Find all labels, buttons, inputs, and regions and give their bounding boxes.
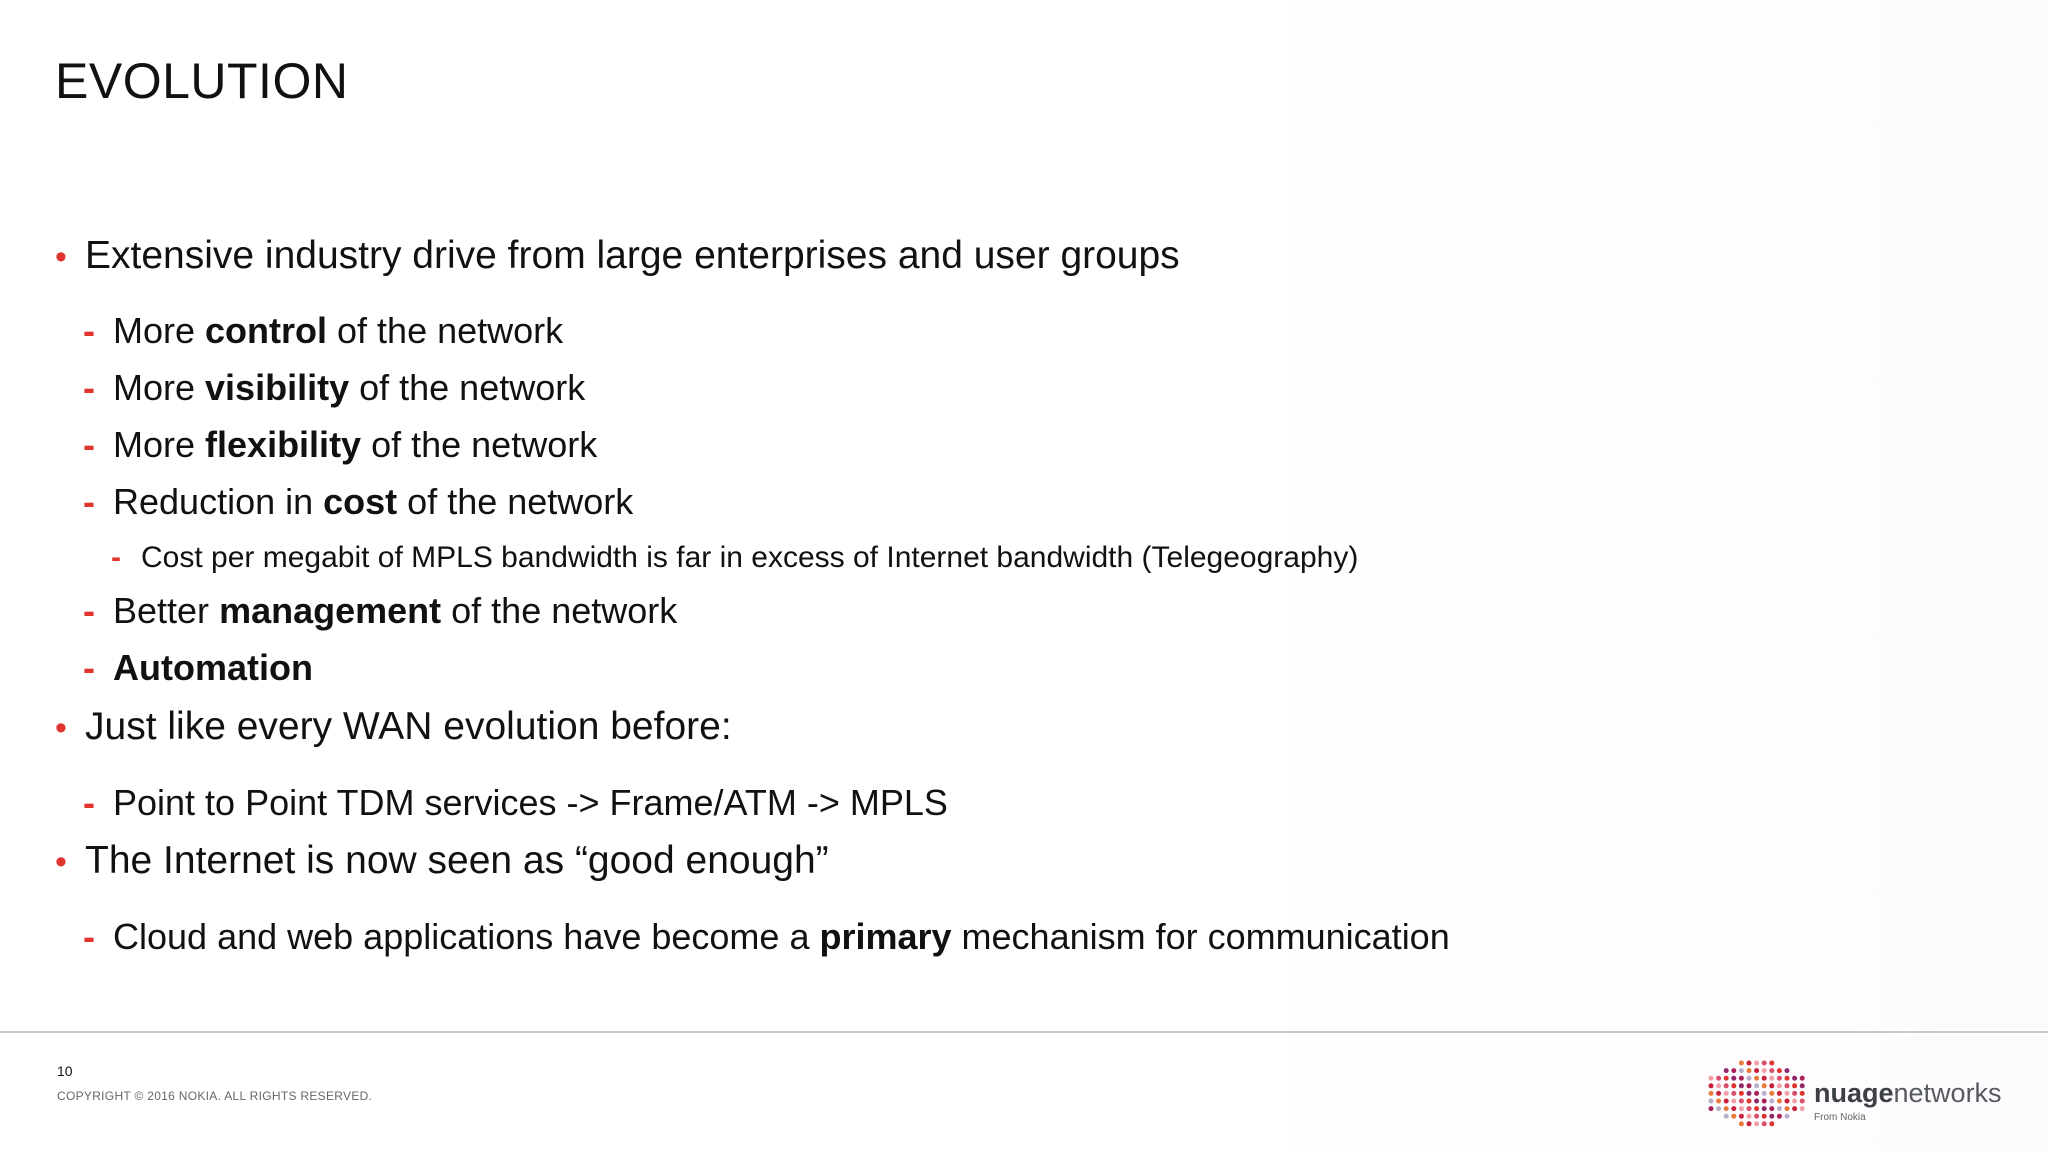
logo-dot [1792,1106,1797,1111]
logo-dot [1800,1106,1805,1111]
dash-marker: - [83,367,95,408]
sub-bullet-text-post: of the network [349,367,586,408]
sub-bullet-text-bold: flexibility [205,424,362,465]
logo-subtitle: From Nokia [1814,1112,1866,1123]
logo-dot [1731,1076,1736,1081]
logo-dot [1724,1076,1729,1081]
logo-dot [1792,1091,1797,1096]
logo-dot [1769,1099,1774,1104]
bullet-item [55,705,732,749]
logo-dot [1754,1106,1759,1111]
sub-bullet-item [83,916,1450,958]
logo-dot [1716,1106,1721,1111]
sub-bullet-text-bold: management [219,590,442,631]
logo-dot [1747,1061,1752,1066]
logo-dot [1769,1083,1774,1088]
sub-bullet-text-pre: Cloud and web applications have become a [113,916,820,957]
logo-dot [1709,1099,1714,1104]
logo-dot [1739,1061,1744,1066]
logo-dot [1709,1106,1714,1111]
sub-sub-bullet-item [111,541,1358,575]
logo-dot [1785,1091,1790,1096]
logo-dot [1769,1068,1774,1073]
logo-dot [1785,1068,1790,1073]
sub-bullet-item [83,310,563,352]
logo-dot [1747,1114,1752,1119]
dash-marker: - [83,424,95,465]
sub-bullet-item [83,590,677,632]
bullet-item [55,234,1180,278]
logo-dot [1754,1121,1759,1126]
logo-dot [1762,1121,1767,1126]
logo-dot [1762,1106,1767,1111]
logo-dot [1754,1114,1759,1119]
logo-dot [1754,1061,1759,1066]
logo-dot [1739,1068,1744,1073]
logo-dot [1709,1076,1714,1081]
page-number: 10 [57,1063,73,1079]
logo-dot [1716,1091,1721,1096]
logo-dot [1724,1099,1729,1104]
nuage-networks-logo [1705,1058,2005,1128]
sub-bullet-item [83,367,585,409]
logo-dot [1754,1099,1759,1104]
logo-dot [1731,1099,1736,1104]
sub-bullet-text: Point to Point TDM services -> Frame/ATM -> MPLS [113,782,948,823]
logo-dot [1800,1091,1805,1096]
logo-dot [1792,1083,1797,1088]
logo-dot [1785,1083,1790,1088]
logo-dot [1731,1091,1736,1096]
logo-dot [1731,1083,1736,1088]
bullet-marker: • [55,238,67,276]
sub-bullet-item [83,481,633,523]
nuage-dot-grid-logo-icon [1705,1058,1809,1128]
sub-bullet-text-bold: visibility [205,367,350,408]
sub-bullet-text-pre: More [113,367,206,408]
bullet-text: Extensive industry drive from large enterprises and user groups [85,234,1180,277]
logo-dot [1762,1091,1767,1096]
logo-dot [1739,1083,1744,1088]
logo-dot [1785,1099,1790,1104]
dash-marker: - [111,541,121,574]
logo-dot [1754,1068,1759,1073]
logo-dot [1716,1099,1721,1104]
logo-dot [1739,1091,1744,1096]
dash-marker: - [83,310,95,351]
dash-marker: - [83,916,95,957]
logo-dot [1731,1106,1736,1111]
logo-dot [1709,1091,1714,1096]
bullet-item [55,839,829,883]
logo-dot [1739,1099,1744,1104]
logo-dot [1800,1076,1805,1081]
logo-dot [1769,1091,1774,1096]
bullet-text: The Internet is now seen as “good enough” [85,839,829,882]
logo-dot [1785,1106,1790,1111]
logo-dot [1739,1076,1744,1081]
logo-dot [1724,1083,1729,1088]
logo-dot [1716,1076,1721,1081]
logo-dot [1792,1076,1797,1081]
logo-dot [1731,1068,1736,1073]
footer-divider [0,1031,2048,1033]
bullet-marker: • [55,843,67,881]
logo-dot [1747,1121,1752,1126]
logo-dot [1769,1076,1774,1081]
logo-dot [1747,1099,1752,1104]
logo-dot [1747,1068,1752,1073]
sub-bullet-text-post: of the network [327,310,564,351]
slide-title: EVOLUTION [55,53,349,109]
logo-dot [1731,1114,1736,1119]
logo-dot [1754,1076,1759,1081]
logo-dot [1762,1061,1767,1066]
logo-dot [1769,1121,1774,1126]
logo-dot [1777,1106,1782,1111]
bullet-marker: • [55,709,67,747]
logo-dot [1777,1083,1782,1088]
logo-dot [1762,1114,1767,1119]
logo-wordmark-light: networks [1893,1078,2002,1108]
logo-dot [1777,1099,1782,1104]
logo-dot [1762,1083,1767,1088]
logo-dot [1777,1091,1782,1096]
logo-dot [1769,1061,1774,1066]
sub-bullet-text-post: of the network [397,481,634,522]
sub-bullet-text-bold: cost [323,481,398,522]
sub-bullet-text-bold: control [205,310,328,351]
sub-bullet-text-bold: primary [819,916,952,957]
logo-dot [1800,1083,1805,1088]
sub-bullet-item [83,424,597,466]
sub-bullet-text-pre: Better [113,590,220,631]
logo-dot [1747,1091,1752,1096]
dash-marker: - [83,647,95,688]
logo-dot [1747,1076,1752,1081]
logo-dot [1709,1083,1714,1088]
logo-dot [1762,1068,1767,1073]
sub-bullet-text-post: of the network [441,590,678,631]
sub-sub-bullet-text: Cost per megabit of MPLS bandwidth is far in excess of Internet bandwidth (Telegeography) [141,541,1359,574]
logo-dot [1739,1114,1744,1119]
logo-dot [1747,1106,1752,1111]
logo-dot [1785,1114,1790,1119]
logo-dot [1792,1099,1797,1104]
sub-bullet-text-pre: More [113,424,206,465]
logo-dot [1739,1121,1744,1126]
logo-wordmark-strong: nuage [1814,1078,1894,1108]
logo-dot [1724,1091,1729,1096]
copyright-notice: COPYRIGHT © 2016 NOKIA. ALL RIGHTS RESERVED. [57,1089,373,1103]
logo-dot [1777,1068,1782,1073]
logo-dot [1769,1106,1774,1111]
logo-dot [1724,1106,1729,1111]
logo-dot [1754,1083,1759,1088]
logo-dot [1777,1076,1782,1081]
logo-dot [1739,1106,1744,1111]
logo-dot [1762,1076,1767,1081]
dash-marker: - [83,481,95,522]
logo-dot [1747,1083,1752,1088]
sub-bullet-text-bold: Automation [113,647,313,688]
logo-dot [1800,1099,1805,1104]
logo-dot [1769,1114,1774,1119]
sub-bullet-text-post: mechanism for communication [951,916,1450,957]
dash-marker: - [83,590,95,631]
logo-dot [1754,1091,1759,1096]
logo-dot [1785,1076,1790,1081]
logo-dot [1724,1114,1729,1119]
bullet-text: Just like every WAN evolution before: [85,705,732,748]
sub-bullet-item [83,647,313,689]
sub-bullet-text-post: of the network [361,424,598,465]
logo-dot [1716,1083,1721,1088]
logo-dot [1724,1068,1729,1073]
sub-bullet-text-pre: Reduction in [113,481,324,522]
logo-wordmark [1814,1078,2002,1109]
dash-marker: - [83,782,95,823]
sub-bullet-item [83,782,948,824]
sub-bullet-text-pre: More [113,310,206,351]
logo-dot [1777,1114,1782,1119]
logo-dot [1762,1099,1767,1104]
